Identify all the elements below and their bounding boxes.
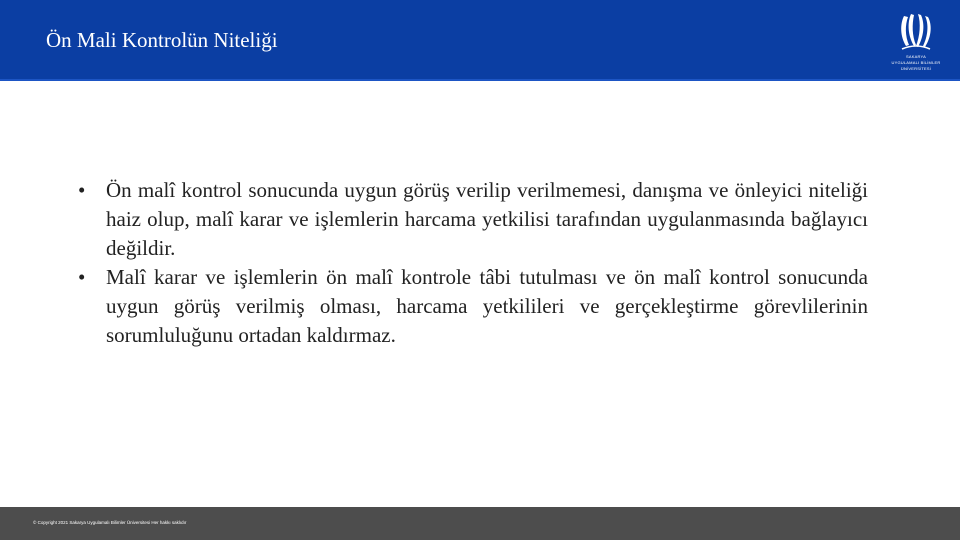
- slide-title: Ön Mali Kontrolün Niteliği: [46, 28, 278, 52]
- logo-text-line: SAKARYA: [906, 54, 926, 59]
- logo-text-line: ÜNİVERSİTESİ: [900, 66, 932, 71]
- university-logo-icon: [898, 12, 934, 52]
- bullet-list: [78, 176, 868, 350]
- university-logo: [884, 12, 948, 74]
- footer-bar: [0, 507, 960, 540]
- bullet-marker: •: [78, 265, 86, 289]
- bullet-item: [78, 176, 868, 263]
- bullet-item: [78, 263, 868, 350]
- title-bar: [0, 0, 960, 81]
- content-area: [78, 176, 868, 350]
- bullet-text: Ön malî kontrol sonucunda uygun görüş verilip verilmemesi, danışma ve önleyici niteliği haiz olup, malî karar ve işlemlerin harcama yetkilisi tarafından uygulanmasında bağlayıcı değildir.: [106, 178, 868, 260]
- bullet-text: Malî karar ve işlemlerin ön malî kontrole tâbi tutulması ve ön malî kontrol sonucunda uygun görüş verilmiş olması, harcama yetkilileri ve gerçekleştirme görevlilerinin sorumluluğunu ortadan kaldırmaz.: [106, 265, 868, 347]
- copyright-text: © Copyright 2021 Sakarya Uygulamalı Bilimler Üniversitesi Her hakkı saklıdır: [33, 520, 187, 525]
- logo-text-line: UYGULAMALI BİLİMLER: [891, 60, 941, 65]
- bullet-marker: •: [78, 178, 86, 202]
